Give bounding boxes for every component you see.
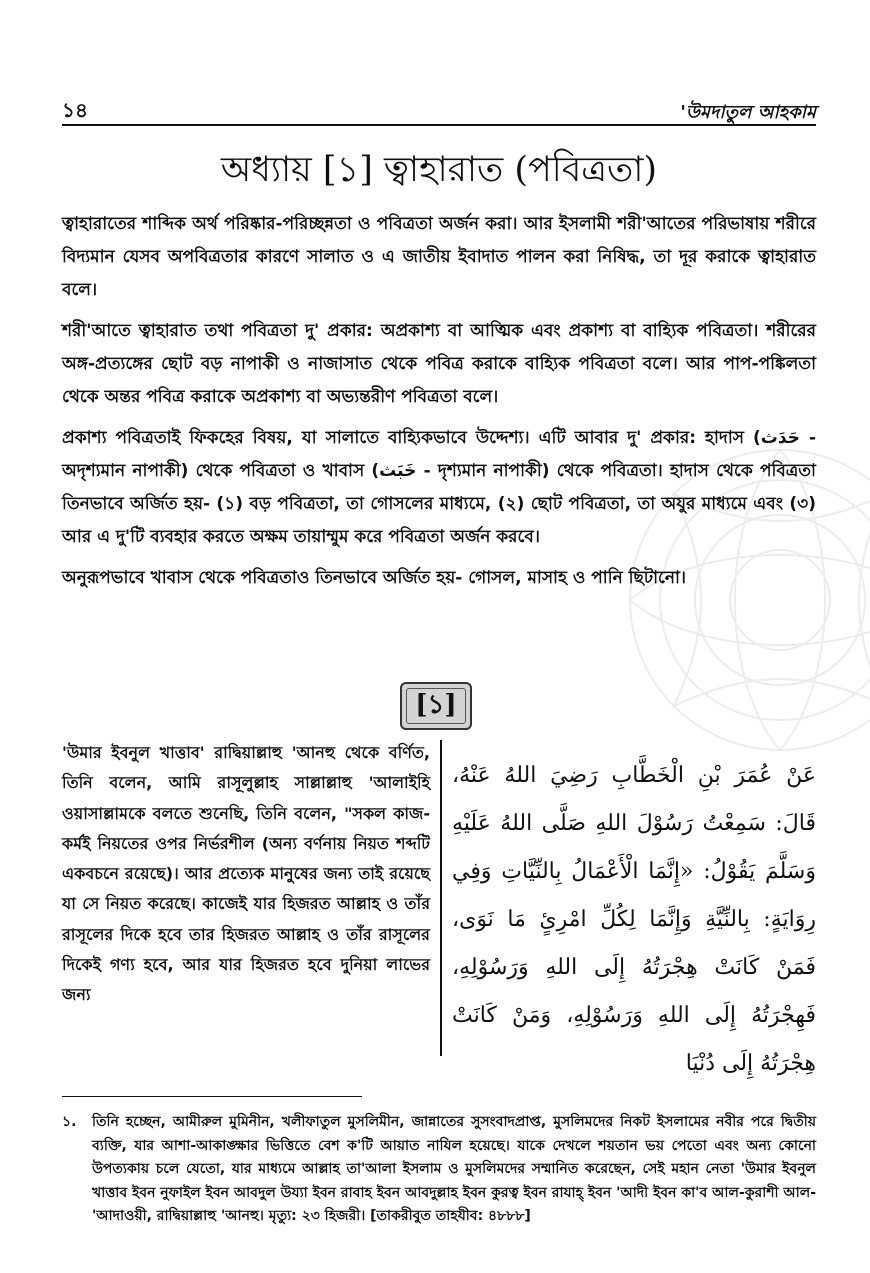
intro-paragraph: ত্বাহারাতের শাব্দিক অর্থ পরিষ্কার-পরিচ্ছন্নতা ও পবিত্রতা অর্জন করা। আর ইসলামী শরী'আতের পরিভাষায় শরীরে বিদ্যমান যেসব অপবিত্রতার কারণে সালাত ও এ জাতীয় ইবাদাত পালন করা নিষিদ্ধ, তা দূর করাকে ত্বাহারাত বলে। (62, 214, 816, 300)
footnote-rule (62, 1096, 362, 1097)
footnote-marker: ১. (62, 1114, 77, 1130)
footnote-text: তিনি হচ্ছেন, আমীরুল মুমিনীন, খলীফাতুল মুসলিমীন, জান্নাতের সুসংবাদপ্রাপ্ত, মুসলিমদের নিকট ইসলামের নবীর পরে দ্বিতীয় ব্যক্তি, যার আশা-আকাঙ্ক্ষার ভিত্তিতে বেশ ক'টি আয়াত নাযিল হয়েছে। যাকে দেখলে শয়তান ভয় পেতো এবং অন্য কোনো উপত্যকায় চলে যেতো, যার মাধ্যমে আল্লাহ তা'আলা ইসলাম ও মুসলিমদের সম্মানিত করেছেন, সেই মহান নেতা 'উমার ইবনুল খাত্তাব ইবন নুফাইল ইবন আবদুল উয্যা ইবন রাবাহ ইবন আবদুল্লাহ ইবন কুরত্ব ইবন রাযাহ্ ইবন 'আদী ইবন কা'ব আল-কুরাশী আল-'আদাওয়ী, রাদ্বিয়াল্লাহু 'আনহু। মৃত্যু: ২৩ হিজরী। [তাকরীবুত তাহযীব: ৪৮৮৮] (92, 1114, 816, 1224)
page-number: ১৪ (62, 98, 88, 122)
intro-paragraph: প্রকাশ্য পবিত্রতাই ফিকহের বিষয়, যা সালাতে বাহ্যিকভাবে উদ্দেশ্য। এটি আবার দু' প্রকার: হাদাস (حَدَث - অদৃশ্যমান নাপাকী) থেকে পবিত্রতা ও খাবাস (خَبَث - দৃশ্যমান নাপাকী) থেকে পবিত্রতা। হাদাস থেকে পবিত্রতা তিনভাবে অর্জিত হয়- (১) বড় পবিত্রতা, তা গোসলের মাধ্যমে, (২) ছোট পবিত্রতা, তা অযুর মাধ্যমে এবং (৩) আর এ দু'টি ব্যবহার করতে অক্ষম তায়াম্মুম করে পবিত্রতা অর্জন করবে। (62, 428, 816, 547)
hadith-arabic-text: عَنْ عُمَرَ بْنِ الْخَطَّابِ رَضِيَ اللهُ عَنْهُ، قَالَ: سَمِعْتُ رَسُوْلَ اللهِ صَلَّى اللهُ عَلَيْهِ وَسَلَّمَ يَقُوْلُ: «إِنَّمَا الْأَعْمَالُ بِالنِّيَّاتِ وَفِي رِوَايَةٍ: بِالنِّيَّةِ وَإِنَّمَا لِكُلِّ امْرِئٍ مَا نَوَى، فَمَنْ كَانَتْ هِجْرَتُهُ إِلَى اللهِ وَرَسُوْلِهِ، فَهِجْرَتُهُ إِلَى اللهِ وَرَسُوْلِهِ، وَمَنْ كَانَتْ هِجْرَتُهُ إِلَى دُنْيَا (452, 763, 816, 1076)
hadith-number-badge (400, 682, 472, 730)
column-divider (440, 740, 442, 1056)
hadith-bangla-translation: 'উমার ইবনুল খাত্তাব' রাদ্বিয়াল্লাহু 'আনহু থেকে বর্ণিত, তিনি বলেন, আমি রাসূলুল্লাহ সাল্লাল্লাহু 'আলাইহি ওয়াসাল্লামকে বলতে শুনেছি, তিনি বলেন, "সকল কাজ-কর্মই নিয়তের ওপর নির্ভরশীল (অন্য বর্ণনায় নিয়ত শব্দটি একবচনে রয়েছে)। আর প্রত্যেক মানুষের জন্য তাই রয়েছে যা সে নিয়ত করেছে। কাজেই যার হিজরত আল্লাহ ও তাঁর রাসূলের দিকে হবে তার হিজরত আল্লাহ ও তাঁর রাসূলের দিকেই গণ্য হবে, আর যার হিজরত হবে দুনিয়া লাভের জন্য (62, 743, 430, 1005)
running-title: 'উমদাতুল আহকাম (680, 102, 816, 123)
intro-paragraph: অনুরূপভাবে খাবাস থেকে পবিত্রতাও তিনভাবে অর্জিত হয়- গোসল, মাসাহ ও পানি ছিটানো। (62, 568, 687, 588)
footnote (62, 1111, 816, 1229)
page-header (62, 96, 816, 122)
intro-paragraph: শরী'আতে ত্বাহারাত তথা পবিত্রতা দু' প্রকার: অপ্রকাশ্য বা আত্মিক এবং প্রকাশ্য বা বাহ্যিক পবিত্রতা। শরীরের অঙ্গ-প্রত্যঙ্গের ছোট বড় নাপাকী ও নাজাসাত থেকে পবিত্র করাকে বাহ্যিক পবিত্রতা বলে। আর পাপ-পঙ্কিলতা থেকে অন্তর পবিত্র করাকে অপ্রকাশ্য বা অভ্যন্তরীণ পবিত্রতা বলে। (62, 321, 816, 407)
hadith-number: [১] (415, 690, 457, 720)
header-rule (62, 124, 816, 126)
chapter-title: অধ্যায় [১] ত্বাহারাত (পবিত্রতা) (220, 150, 658, 190)
chapter-introduction (62, 208, 816, 603)
